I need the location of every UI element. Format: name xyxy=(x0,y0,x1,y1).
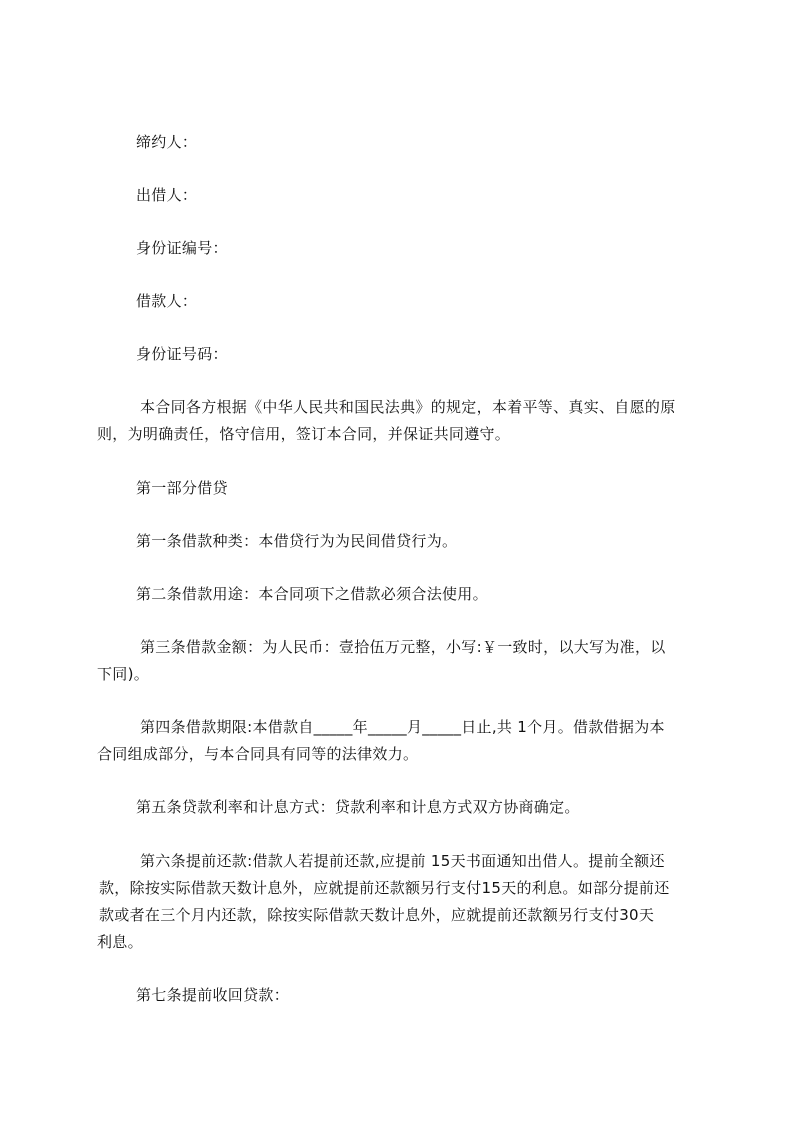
preamble-line-2: 则，为明确责任，恪守信用，签订本合同，并保证共同遵守。 xyxy=(97,425,511,443)
article-3-line-2: 下同)。 xyxy=(97,665,150,683)
lender-id-number-label: 身份证编号： xyxy=(136,239,228,257)
article-1: 第一条借款种类：本借贷行为为民间借贷行为。 xyxy=(136,532,458,550)
signing-party-label: 缔约人： xyxy=(136,133,198,151)
article-2: 第二条借款用途：本合同项下之借款必须合法使用。 xyxy=(136,585,488,603)
preamble-line-1: 本合同各方根据《中华人民共和国民法典》的规定，本着平等、真实、自愿的原 xyxy=(140,398,676,416)
article-3-line-1: 第三条借款金额：为人民币：壹拾伍万元整，小写:￥一致时，以大写为准，以 xyxy=(140,638,666,656)
borrower-label: 借款人： xyxy=(136,292,198,310)
article-6-line-2: 款，除按实际借款天数计息外，应就提前还款额另行支付15天的利息。如部分提前还 xyxy=(99,879,670,897)
article-4-line-2: 合同组成部分，与本合同具有同等的法律效力。 xyxy=(97,745,419,763)
article-6-line-4: 利息。 xyxy=(97,933,143,951)
article-6-line-1: 第六条提前还款:借款人若提前还款,应提前 15天书面通知出借人。提前全额还 xyxy=(140,852,665,870)
article-6-line-3: 款或者在三个月内还款，除按实际借款天数计息外，应就提前还款额另行支付30天 xyxy=(99,906,655,924)
borrower-id-number-label: 身份证号码： xyxy=(136,345,228,363)
lender-label: 出借人： xyxy=(136,186,198,204)
article-7: 第七条提前收回贷款： xyxy=(136,986,290,1004)
part-one-title: 第一部分借贷 xyxy=(136,479,228,497)
article-5: 第五条贷款利率和计息方式：贷款利率和计息方式双方协商确定。 xyxy=(136,798,580,816)
article-4-line-1: 第四条借款期限:本借款自_____年_____月_____日止,共 1个月。借款借据为本 xyxy=(140,718,665,736)
